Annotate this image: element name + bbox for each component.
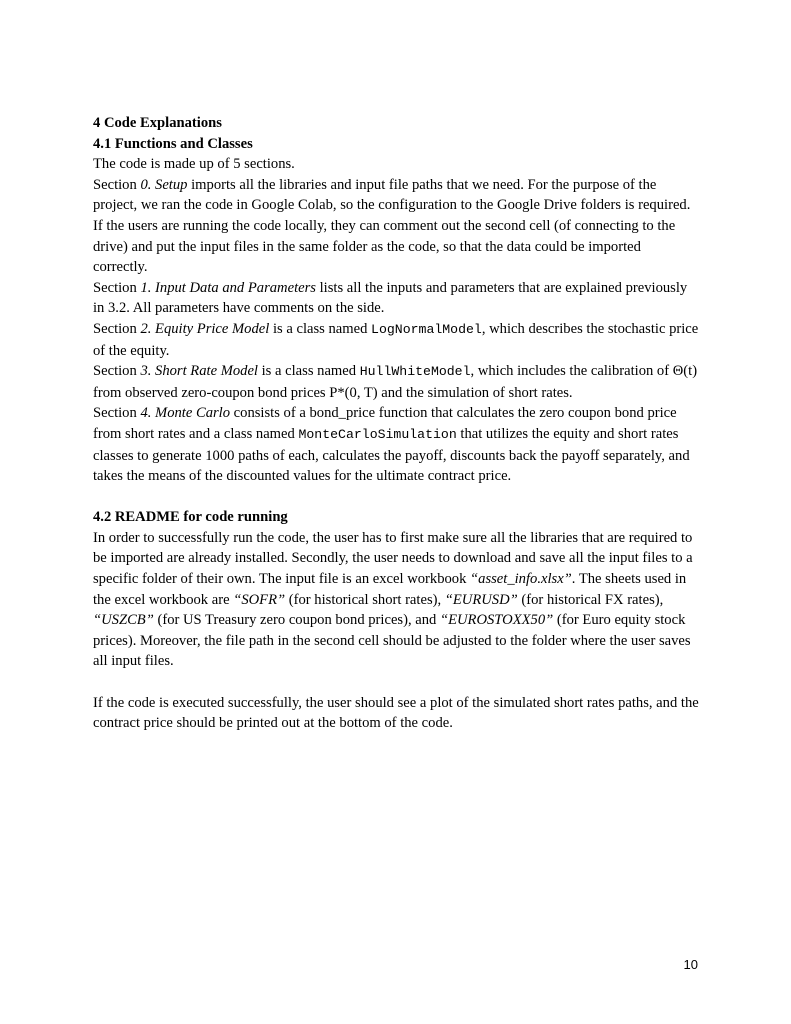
montecarlo-section-name: 4. Monte Carlo <box>140 405 231 422</box>
shortrate-class-name: HullWhiteModel <box>359 364 471 380</box>
shortrate-text-a: is a class named <box>257 363 360 380</box>
montecarlo-paragraph <box>93 403 699 486</box>
readme-text-6: (for Euro equity stock prices). Moreover, the file path in the second cell should be adjusted to the folder where the user saves all input files. <box>93 612 691 670</box>
intro-paragraph: The code is made up of 5 sections. <box>93 156 295 173</box>
shortrate-paragraph <box>93 361 699 403</box>
equity-paragraph <box>93 319 699 361</box>
setup-text: imports all the libraries and input file paths that we need. For the purpose of the project, we ran the code in Google Colab, so the configuration to the Google Drive folders is required. If the users are running the code locally, they can comment out the second cell (of connecting to the drive) and put the input files in the same folder as the code, so that the data could be imported correctly. <box>93 176 691 276</box>
spacer <box>93 672 699 693</box>
shortrate-section-name: 3. Short Rate Model <box>140 363 258 380</box>
readme-paragraph <box>93 528 699 672</box>
readme-text-1: In order to successfully run the code, the user has to first make sure all the libraries that are required to be imported are already installed. Secondly, the user needs to download and save all the input files to a specific folder of their own. The input file is an excel workbook <box>93 529 693 588</box>
shortrate-prefix: Section <box>93 363 141 380</box>
readme-sheet-eurusd: “EURUSD” <box>444 591 518 608</box>
readme-file-name: “asset_info.xlsx” <box>470 571 572 588</box>
setup-paragraph <box>93 175 699 278</box>
equity-text-a: is a class named <box>269 320 372 337</box>
shortrate-text-b: , which includes the calibration of Θ(t) from observed zero-coupon bond prices P*(0, T) and the simulation of short rates. <box>93 363 698 401</box>
input-prefix: Section <box>93 279 141 296</box>
montecarlo-text-a: consists of a bond_price function that calculates the zero coupon bond price from short rates and a class named <box>93 405 677 442</box>
setup-section-name: 0. Setup <box>140 176 188 193</box>
spacer <box>93 487 699 508</box>
section-heading: 4 Code Explanations <box>93 115 222 131</box>
equity-prefix: Section <box>93 320 141 337</box>
equity-class-name: LogNormalModel <box>371 321 482 337</box>
setup-prefix: Section <box>93 176 141 193</box>
readme-sheet-sofr: “SOFR” <box>233 591 286 608</box>
result-paragraph: If the code is executed successfully, the user should see a plot of the simulated short rates paths, and the contract price should be printed out at the bottom of the code. <box>93 694 699 732</box>
equity-section-name: 2. Equity Price Model <box>140 320 270 337</box>
montecarlo-prefix: Section <box>93 405 141 422</box>
montecarlo-class-name: MonteCarloSimulation <box>298 426 457 442</box>
montecarlo-text-b: that utilizes the equity and short rates classes to generate 1000 paths of each, calculates the payoff, discounts back the payoff separately, and takes the means of the discounted values for the ultimate contract price. <box>93 425 690 485</box>
document-body <box>93 113 699 734</box>
readme-sheet-stoxx: “EUROSTOXX50” <box>439 612 554 629</box>
equity-text-b: , which describes the stochastic price of the equity. <box>93 320 699 359</box>
input-paragraph <box>93 278 699 319</box>
readme-text-5: (for US Treasury zero coupon bond prices), and <box>153 612 440 629</box>
readme-text-2: . The sheets used in the excel workbook are <box>93 571 687 608</box>
readme-sheet-uszcb: “USZCB” <box>93 612 154 629</box>
readme-text-3: (for historical short rates), <box>285 591 445 608</box>
subsection-heading-readme: 4.2 README for code running <box>93 509 288 526</box>
readme-text-4: (for historical FX rates), <box>517 591 664 608</box>
subsection-heading-functions: 4.1 Functions and Classes <box>93 135 253 152</box>
input-text: lists all the inputs and parameters that are explained previously in 3.2. All parameters have comments on the side. <box>93 279 688 317</box>
input-section-name: 1. Input Data and Parameters <box>140 279 316 296</box>
page-number: 10 <box>683 957 698 972</box>
